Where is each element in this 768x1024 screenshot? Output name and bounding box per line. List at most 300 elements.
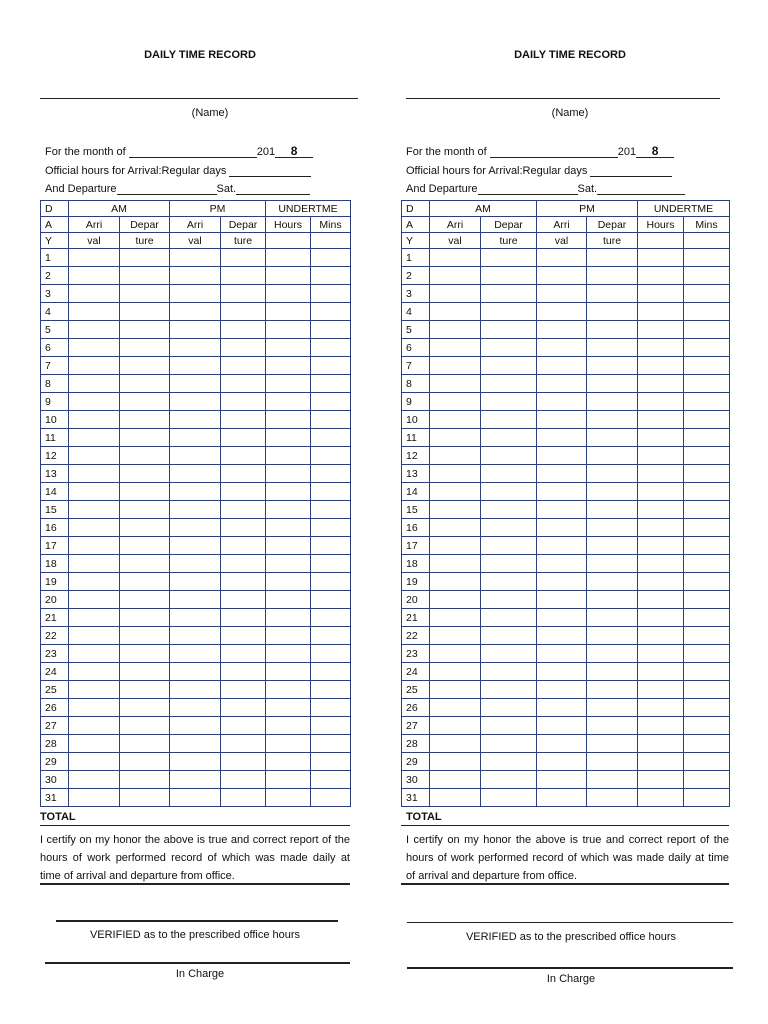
am-departure-cell[interactable] (120, 591, 170, 609)
am-departure-cell[interactable] (120, 393, 170, 411)
am-arrival-cell[interactable] (69, 249, 120, 267)
am-arrival-cell[interactable] (430, 411, 481, 429)
pm-departure-cell[interactable] (587, 663, 638, 681)
am-departure-cell[interactable] (481, 447, 537, 465)
undertime-hours-cell[interactable] (266, 609, 311, 627)
am-departure-cell[interactable] (120, 753, 170, 771)
am-arrival-cell[interactable] (430, 429, 481, 447)
undertime-hours-cell[interactable] (638, 375, 684, 393)
pm-departure-cell[interactable] (221, 321, 266, 339)
am-departure-cell[interactable] (481, 681, 537, 699)
pm-departure-cell[interactable] (587, 483, 638, 501)
undertime-mins-cell[interactable] (684, 555, 730, 573)
pm-arrival-cell[interactable] (537, 393, 587, 411)
name-field[interactable] (40, 98, 358, 99)
pm-departure-cell[interactable] (587, 429, 638, 447)
am-departure-cell[interactable] (120, 519, 170, 537)
undertime-hours-cell[interactable] (266, 627, 311, 645)
am-arrival-cell[interactable] (430, 645, 481, 663)
undertime-mins-cell[interactable] (684, 735, 730, 753)
am-arrival-cell[interactable] (69, 285, 120, 303)
pm-departure-cell[interactable] (221, 501, 266, 519)
am-arrival-cell[interactable] (69, 501, 120, 519)
pm-arrival-cell[interactable] (537, 411, 587, 429)
pm-departure-cell[interactable] (587, 285, 638, 303)
undertime-hours-cell[interactable] (266, 303, 311, 321)
undertime-mins-cell[interactable] (684, 429, 730, 447)
am-arrival-cell[interactable] (430, 771, 481, 789)
departure-field[interactable] (478, 183, 578, 195)
pm-departure-cell[interactable] (221, 699, 266, 717)
am-departure-cell[interactable] (120, 501, 170, 519)
am-departure-cell[interactable] (120, 357, 170, 375)
undertime-hours-cell[interactable] (638, 501, 684, 519)
pm-departure-cell[interactable] (221, 717, 266, 735)
pm-departure-cell[interactable] (221, 627, 266, 645)
am-departure-cell[interactable] (481, 465, 537, 483)
undertime-mins-cell[interactable] (311, 465, 351, 483)
undertime-hours-cell[interactable] (638, 699, 684, 717)
signature-line[interactable] (40, 883, 350, 885)
undertime-mins-cell[interactable] (684, 609, 730, 627)
undertime-mins-cell[interactable] (311, 537, 351, 555)
undertime-hours-cell[interactable] (266, 285, 311, 303)
am-arrival-cell[interactable] (430, 699, 481, 717)
am-departure-cell[interactable] (481, 429, 537, 447)
pm-departure-cell[interactable] (587, 789, 638, 807)
am-departure-cell[interactable] (481, 663, 537, 681)
am-departure-cell[interactable] (481, 501, 537, 519)
pm-arrival-cell[interactable] (170, 627, 221, 645)
am-arrival-cell[interactable] (430, 249, 481, 267)
undertime-mins-cell[interactable] (311, 483, 351, 501)
undertime-hours-cell[interactable] (266, 411, 311, 429)
signature-line[interactable] (401, 883, 729, 885)
pm-departure-cell[interactable] (587, 303, 638, 321)
am-departure-cell[interactable] (120, 717, 170, 735)
undertime-mins-cell[interactable] (311, 645, 351, 663)
undertime-mins-cell[interactable] (684, 267, 730, 285)
undertime-hours-cell[interactable] (266, 681, 311, 699)
am-departure-cell[interactable] (120, 411, 170, 429)
pm-departure-cell[interactable] (587, 375, 638, 393)
pm-arrival-cell[interactable] (170, 699, 221, 717)
undertime-mins-cell[interactable] (311, 411, 351, 429)
am-arrival-cell[interactable] (69, 519, 120, 537)
am-arrival-cell[interactable] (430, 303, 481, 321)
pm-arrival-cell[interactable] (537, 753, 587, 771)
am-arrival-cell[interactable] (430, 681, 481, 699)
am-departure-cell[interactable] (120, 267, 170, 285)
undertime-mins-cell[interactable] (311, 501, 351, 519)
am-departure-cell[interactable] (120, 429, 170, 447)
pm-arrival-cell[interactable] (170, 717, 221, 735)
pm-departure-cell[interactable] (587, 555, 638, 573)
am-arrival-cell[interactable] (69, 609, 120, 627)
pm-arrival-cell[interactable] (170, 789, 221, 807)
am-arrival-cell[interactable] (430, 591, 481, 609)
undertime-mins-cell[interactable] (311, 789, 351, 807)
undertime-mins-cell[interactable] (684, 357, 730, 375)
am-departure-cell[interactable] (481, 789, 537, 807)
am-departure-cell[interactable] (481, 735, 537, 753)
pm-arrival-cell[interactable] (170, 681, 221, 699)
departure-field[interactable] (117, 183, 217, 195)
am-departure-cell[interactable] (481, 627, 537, 645)
undertime-hours-cell[interactable] (266, 375, 311, 393)
am-arrival-cell[interactable] (430, 321, 481, 339)
undertime-mins-cell[interactable] (311, 249, 351, 267)
undertime-hours-cell[interactable] (266, 447, 311, 465)
am-arrival-cell[interactable] (69, 429, 120, 447)
undertime-mins-cell[interactable] (311, 303, 351, 321)
am-departure-cell[interactable] (120, 321, 170, 339)
pm-arrival-cell[interactable] (537, 573, 587, 591)
undertime-mins-cell[interactable] (311, 339, 351, 357)
pm-arrival-cell[interactable] (537, 321, 587, 339)
pm-departure-cell[interactable] (587, 573, 638, 591)
am-arrival-cell[interactable] (69, 753, 120, 771)
pm-departure-cell[interactable] (587, 321, 638, 339)
undertime-hours-cell[interactable] (638, 393, 684, 411)
am-arrival-cell[interactable] (430, 555, 481, 573)
am-arrival-cell[interactable] (430, 447, 481, 465)
am-arrival-cell[interactable] (430, 753, 481, 771)
undertime-hours-cell[interactable] (266, 645, 311, 663)
am-arrival-cell[interactable] (430, 285, 481, 303)
undertime-hours-cell[interactable] (266, 591, 311, 609)
undertime-hours-cell[interactable] (638, 465, 684, 483)
undertime-hours-cell[interactable] (266, 267, 311, 285)
pm-departure-cell[interactable] (587, 627, 638, 645)
am-arrival-cell[interactable] (69, 591, 120, 609)
pm-departure-cell[interactable] (221, 411, 266, 429)
pm-departure-cell[interactable] (587, 717, 638, 735)
am-arrival-cell[interactable] (69, 681, 120, 699)
undertime-hours-cell[interactable] (638, 555, 684, 573)
am-arrival-cell[interactable] (430, 375, 481, 393)
undertime-hours-cell[interactable] (266, 357, 311, 375)
undertime-hours-cell[interactable] (266, 519, 311, 537)
undertime-hours-cell[interactable] (266, 717, 311, 735)
undertime-hours-cell[interactable] (638, 735, 684, 753)
pm-arrival-cell[interactable] (170, 519, 221, 537)
pm-departure-cell[interactable] (221, 519, 266, 537)
am-arrival-cell[interactable] (69, 393, 120, 411)
undertime-hours-cell[interactable] (638, 285, 684, 303)
pm-arrival-cell[interactable] (170, 411, 221, 429)
undertime-mins-cell[interactable] (311, 663, 351, 681)
undertime-hours-cell[interactable] (266, 537, 311, 555)
am-arrival-cell[interactable] (69, 339, 120, 357)
am-departure-cell[interactable] (481, 285, 537, 303)
undertime-mins-cell[interactable] (311, 735, 351, 753)
am-arrival-cell[interactable] (69, 699, 120, 717)
pm-arrival-cell[interactable] (170, 645, 221, 663)
pm-arrival-cell[interactable] (170, 771, 221, 789)
in-charge-signature-line[interactable] (407, 967, 733, 969)
undertime-hours-cell[interactable] (638, 753, 684, 771)
pm-departure-cell[interactable] (221, 303, 266, 321)
pm-departure-cell[interactable] (221, 375, 266, 393)
am-departure-cell[interactable] (120, 537, 170, 555)
am-departure-cell[interactable] (481, 573, 537, 591)
pm-arrival-cell[interactable] (170, 735, 221, 753)
undertime-mins-cell[interactable] (684, 753, 730, 771)
am-departure-cell[interactable] (120, 339, 170, 357)
undertime-hours-cell[interactable] (638, 717, 684, 735)
pm-departure-cell[interactable] (587, 771, 638, 789)
pm-arrival-cell[interactable] (170, 465, 221, 483)
pm-departure-cell[interactable] (221, 483, 266, 501)
undertime-hours-cell[interactable] (638, 411, 684, 429)
pm-departure-cell[interactable] (587, 357, 638, 375)
pm-departure-cell[interactable] (221, 645, 266, 663)
pm-departure-cell[interactable] (221, 249, 266, 267)
undertime-hours-cell[interactable] (266, 789, 311, 807)
am-arrival-cell[interactable] (69, 357, 120, 375)
am-departure-cell[interactable] (481, 753, 537, 771)
pm-departure-cell[interactable] (587, 249, 638, 267)
pm-departure-cell[interactable] (587, 609, 638, 627)
pm-arrival-cell[interactable] (170, 267, 221, 285)
pm-arrival-cell[interactable] (537, 789, 587, 807)
pm-departure-cell[interactable] (587, 267, 638, 285)
pm-departure-cell[interactable] (221, 663, 266, 681)
am-arrival-cell[interactable] (69, 789, 120, 807)
undertime-mins-cell[interactable] (311, 555, 351, 573)
undertime-hours-cell[interactable] (266, 501, 311, 519)
pm-arrival-cell[interactable] (170, 753, 221, 771)
pm-arrival-cell[interactable] (537, 357, 587, 375)
undertime-hours-cell[interactable] (266, 699, 311, 717)
am-departure-cell[interactable] (120, 573, 170, 591)
am-arrival-cell[interactable] (430, 735, 481, 753)
undertime-hours-cell[interactable] (266, 753, 311, 771)
undertime-mins-cell[interactable] (311, 717, 351, 735)
undertime-mins-cell[interactable] (311, 357, 351, 375)
pm-arrival-cell[interactable] (537, 555, 587, 573)
pm-departure-cell[interactable] (587, 339, 638, 357)
undertime-mins-cell[interactable] (311, 753, 351, 771)
undertime-mins-cell[interactable] (684, 285, 730, 303)
pm-departure-cell[interactable] (587, 465, 638, 483)
am-departure-cell[interactable] (481, 717, 537, 735)
am-departure-cell[interactable] (481, 339, 537, 357)
am-departure-cell[interactable] (481, 609, 537, 627)
undertime-mins-cell[interactable] (684, 717, 730, 735)
am-arrival-cell[interactable] (69, 627, 120, 645)
year-field[interactable]: 8 (636, 146, 674, 158)
pm-arrival-cell[interactable] (537, 339, 587, 357)
pm-arrival-cell[interactable] (537, 483, 587, 501)
am-departure-cell[interactable] (120, 627, 170, 645)
pm-arrival-cell[interactable] (537, 465, 587, 483)
am-departure-cell[interactable] (481, 393, 537, 411)
am-arrival-cell[interactable] (430, 717, 481, 735)
undertime-mins-cell[interactable] (311, 447, 351, 465)
pm-arrival-cell[interactable] (537, 645, 587, 663)
am-departure-cell[interactable] (120, 789, 170, 807)
undertime-mins-cell[interactable] (311, 681, 351, 699)
undertime-mins-cell[interactable] (684, 321, 730, 339)
pm-departure-cell[interactable] (221, 771, 266, 789)
am-departure-cell[interactable] (481, 537, 537, 555)
am-arrival-cell[interactable] (430, 663, 481, 681)
am-arrival-cell[interactable] (430, 519, 481, 537)
pm-arrival-cell[interactable] (537, 501, 587, 519)
am-arrival-cell[interactable] (430, 483, 481, 501)
am-departure-cell[interactable] (120, 375, 170, 393)
pm-departure-cell[interactable] (221, 429, 266, 447)
undertime-hours-cell[interactable] (266, 735, 311, 753)
undertime-mins-cell[interactable] (684, 663, 730, 681)
undertime-mins-cell[interactable] (684, 375, 730, 393)
verifier-signature-line[interactable] (56, 920, 338, 922)
undertime-hours-cell[interactable] (266, 393, 311, 411)
am-arrival-cell[interactable] (69, 573, 120, 591)
pm-departure-cell[interactable] (587, 645, 638, 663)
am-arrival-cell[interactable] (69, 447, 120, 465)
am-arrival-cell[interactable] (430, 339, 481, 357)
pm-arrival-cell[interactable] (170, 573, 221, 591)
pm-departure-cell[interactable] (221, 735, 266, 753)
am-arrival-cell[interactable] (69, 303, 120, 321)
am-departure-cell[interactable] (481, 303, 537, 321)
am-departure-cell[interactable] (120, 483, 170, 501)
undertime-mins-cell[interactable] (311, 627, 351, 645)
am-arrival-cell[interactable] (430, 609, 481, 627)
pm-departure-cell[interactable] (221, 789, 266, 807)
name-field[interactable] (406, 98, 720, 99)
pm-arrival-cell[interactable] (170, 285, 221, 303)
undertime-mins-cell[interactable] (311, 321, 351, 339)
am-departure-cell[interactable] (120, 645, 170, 663)
pm-departure-cell[interactable] (587, 681, 638, 699)
undertime-mins-cell[interactable] (311, 285, 351, 303)
pm-departure-cell[interactable] (587, 411, 638, 429)
am-arrival-cell[interactable] (69, 375, 120, 393)
am-departure-cell[interactable] (120, 249, 170, 267)
undertime-hours-cell[interactable] (638, 249, 684, 267)
am-arrival-cell[interactable] (430, 537, 481, 555)
pm-departure-cell[interactable] (221, 537, 266, 555)
undertime-mins-cell[interactable] (684, 645, 730, 663)
undertime-mins-cell[interactable] (684, 699, 730, 717)
undertime-hours-cell[interactable] (266, 771, 311, 789)
am-departure-cell[interactable] (481, 519, 537, 537)
am-departure-cell[interactable] (120, 609, 170, 627)
am-departure-cell[interactable] (481, 555, 537, 573)
undertime-hours-cell[interactable] (266, 321, 311, 339)
pm-arrival-cell[interactable] (170, 483, 221, 501)
am-arrival-cell[interactable] (69, 465, 120, 483)
undertime-hours-cell[interactable] (266, 663, 311, 681)
am-arrival-cell[interactable] (430, 789, 481, 807)
am-departure-cell[interactable] (481, 483, 537, 501)
undertime-hours-cell[interactable] (266, 483, 311, 501)
undertime-hours-cell[interactable] (638, 537, 684, 555)
pm-arrival-cell[interactable] (537, 663, 587, 681)
pm-arrival-cell[interactable] (537, 591, 587, 609)
am-departure-cell[interactable] (481, 267, 537, 285)
in-charge-signature-line[interactable] (45, 962, 350, 964)
am-arrival-cell[interactable] (430, 465, 481, 483)
undertime-hours-cell[interactable] (638, 573, 684, 591)
pm-departure-cell[interactable] (587, 447, 638, 465)
pm-arrival-cell[interactable] (170, 393, 221, 411)
am-departure-cell[interactable] (481, 771, 537, 789)
pm-departure-cell[interactable] (221, 267, 266, 285)
undertime-mins-cell[interactable] (311, 375, 351, 393)
am-arrival-cell[interactable] (430, 627, 481, 645)
pm-departure-cell[interactable] (587, 537, 638, 555)
pm-arrival-cell[interactable] (170, 609, 221, 627)
am-departure-cell[interactable] (120, 663, 170, 681)
undertime-mins-cell[interactable] (684, 681, 730, 699)
undertime-hours-cell[interactable] (266, 249, 311, 267)
am-departure-cell[interactable] (120, 771, 170, 789)
am-departure-cell[interactable] (481, 321, 537, 339)
pm-departure-cell[interactable] (221, 681, 266, 699)
am-arrival-cell[interactable] (69, 771, 120, 789)
pm-arrival-cell[interactable] (170, 357, 221, 375)
pm-arrival-cell[interactable] (170, 663, 221, 681)
pm-arrival-cell[interactable] (537, 537, 587, 555)
am-departure-cell[interactable] (120, 465, 170, 483)
pm-arrival-cell[interactable] (170, 537, 221, 555)
am-arrival-cell[interactable] (69, 321, 120, 339)
am-arrival-cell[interactable] (69, 717, 120, 735)
undertime-mins-cell[interactable] (684, 393, 730, 411)
pm-departure-cell[interactable] (221, 609, 266, 627)
year-field[interactable]: 8 (275, 146, 313, 158)
undertime-mins-cell[interactable] (311, 393, 351, 411)
pm-departure-cell[interactable] (221, 447, 266, 465)
am-arrival-cell[interactable] (430, 501, 481, 519)
pm-arrival-cell[interactable] (537, 609, 587, 627)
undertime-mins-cell[interactable] (311, 267, 351, 285)
undertime-mins-cell[interactable] (684, 573, 730, 591)
undertime-hours-cell[interactable] (638, 267, 684, 285)
undertime-mins-cell[interactable] (684, 303, 730, 321)
pm-departure-cell[interactable] (221, 393, 266, 411)
undertime-mins-cell[interactable] (684, 465, 730, 483)
am-arrival-cell[interactable] (69, 735, 120, 753)
pm-arrival-cell[interactable] (537, 627, 587, 645)
pm-arrival-cell[interactable] (537, 285, 587, 303)
am-departure-cell[interactable] (481, 699, 537, 717)
pm-departure-cell[interactable] (221, 753, 266, 771)
undertime-hours-cell[interactable] (638, 303, 684, 321)
am-departure-cell[interactable] (481, 645, 537, 663)
am-departure-cell[interactable] (481, 375, 537, 393)
pm-departure-cell[interactable] (587, 501, 638, 519)
undertime-hours-cell[interactable] (638, 771, 684, 789)
undertime-mins-cell[interactable] (684, 537, 730, 555)
pm-arrival-cell[interactable] (170, 375, 221, 393)
am-arrival-cell[interactable] (69, 483, 120, 501)
am-arrival-cell[interactable] (430, 573, 481, 591)
undertime-hours-cell[interactable] (638, 339, 684, 357)
undertime-mins-cell[interactable] (684, 627, 730, 645)
pm-departure-cell[interactable] (221, 339, 266, 357)
undertime-hours-cell[interactable] (638, 681, 684, 699)
am-departure-cell[interactable] (120, 285, 170, 303)
undertime-hours-cell[interactable] (638, 627, 684, 645)
undertime-hours-cell[interactable] (638, 483, 684, 501)
pm-arrival-cell[interactable] (170, 501, 221, 519)
